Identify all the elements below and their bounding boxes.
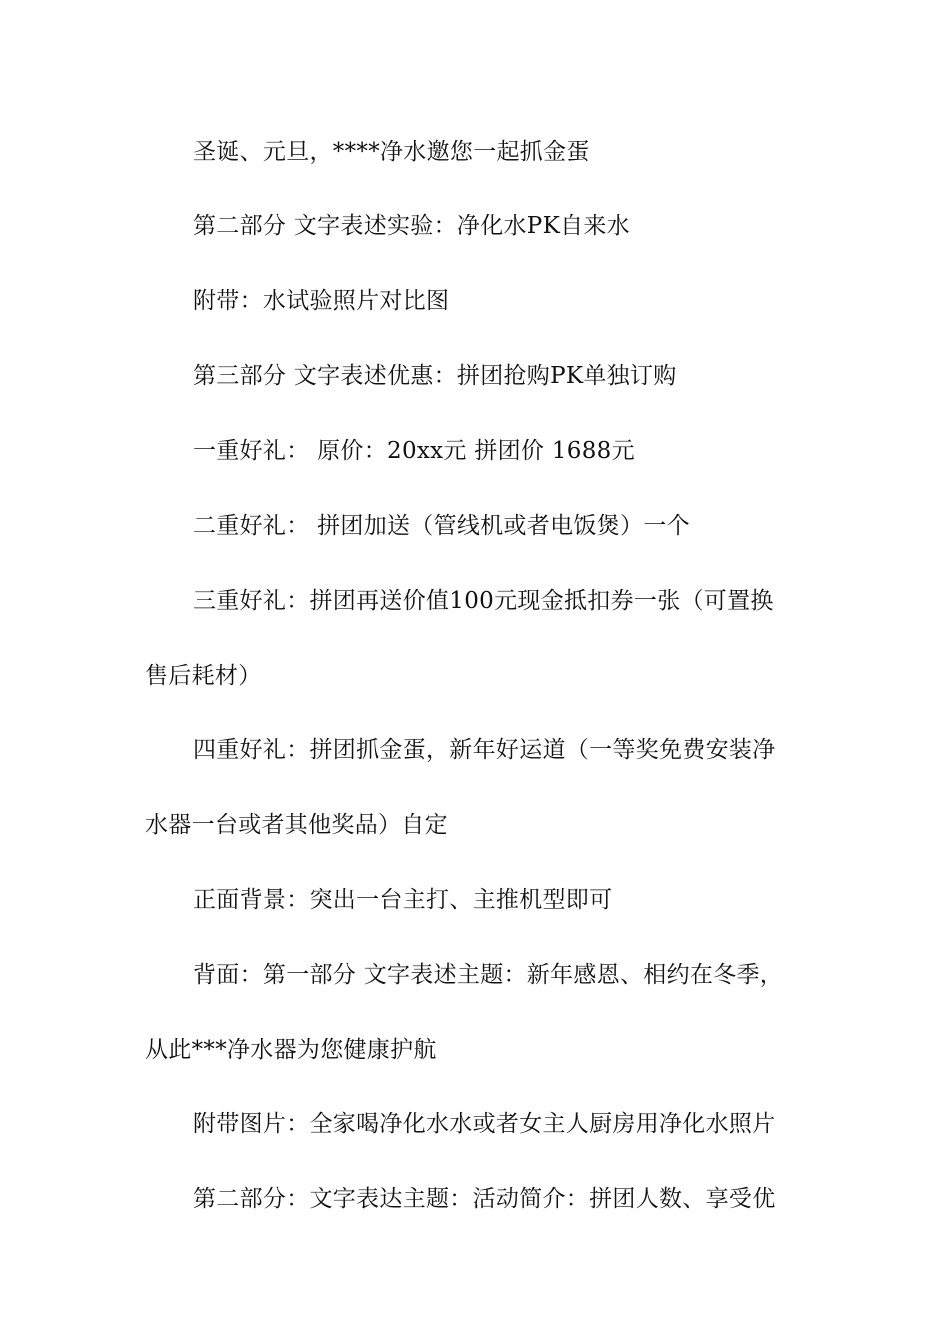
paragraph-line: 第三部分 文字表述优惠：拼团抢购PK单独订购 (193, 363, 677, 389)
paragraph-line: 水器一台或者其他奖品）自定 (145, 812, 448, 838)
paragraph-line: 一重好礼： 原价：20xx元 拼团价 1688元 (193, 438, 635, 464)
paragraph-line: 从此***净水器为您健康护航 (145, 1037, 437, 1063)
paragraph-line: 四重好礼：拼团抓金蛋，新年好运道（一等奖免费安装净 (193, 737, 776, 763)
paragraph-line: 圣诞、元旦，****净水邀您一起抓金蛋 (193, 139, 590, 165)
paragraph-line: 附带：水试验照片对比图 (193, 288, 450, 314)
paragraph-line: 二重好礼： 拼团加送（管线机或者电饭煲）一个 (193, 513, 690, 539)
paragraph-line: 背面：第一部分 文字表述主题：新年感恩、相约在冬季， (193, 962, 784, 988)
paragraph-line: 正面背景：突出一台主打、主推机型即可 (193, 887, 613, 913)
paragraph-line: 售后耗材） (145, 663, 262, 689)
paragraph-line: 附带图片：全家喝净化水水或者女主人厨房用净化水照片 (193, 1111, 776, 1137)
paragraph-line: 第二部分：文字表达主题：活动简介：拼团人数、享受优 (193, 1186, 776, 1212)
paragraph-line: 三重好礼：拼团再送价值100元现金抵扣券一张（可置换 (193, 588, 774, 614)
paragraph-line: 第二部分 文字表述实验：净化水PK自来水 (193, 213, 630, 239)
